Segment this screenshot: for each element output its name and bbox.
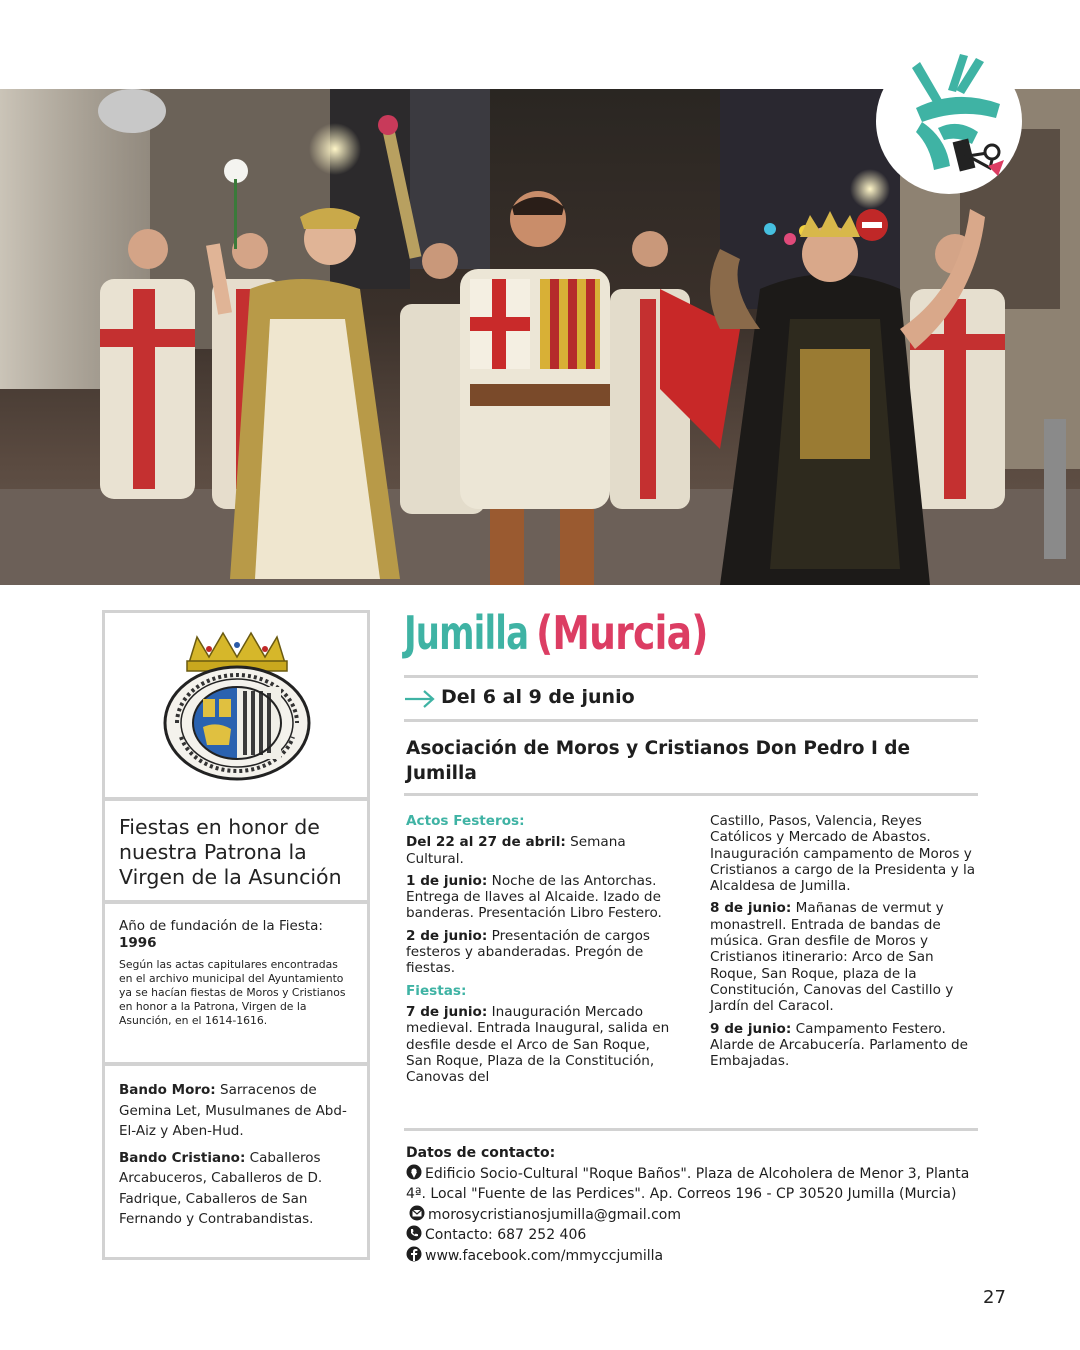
contact-address-line (406, 1164, 980, 1226)
act-text: Semana Cultural. (406, 834, 626, 867)
contact-heading: Datos de contacto: (406, 1145, 556, 1161)
bando-cristiano-label: Bando Cristiano: (119, 1149, 246, 1166)
bando-moro-text: Sarracenos de Gemina Let, Musulmanes de Abd-El-Aiz y Aben-Hud. (119, 1082, 347, 1139)
acts-column-2 (710, 813, 980, 1075)
bando-cristiano-text: Caballeros Arcabuceros, Caballeros de D. Fadrique, Caballeros de San Fernando y Contrabandistas. (119, 1149, 323, 1227)
festival-dates: Del 6 al 9 de junio (441, 686, 635, 708)
divider (404, 675, 978, 678)
bandos-box (102, 1063, 370, 1260)
fiesta-date: 9 de junio: (710, 1020, 792, 1037)
region-name: (Murcia) (536, 606, 708, 660)
bando-cristiano (119, 1148, 353, 1230)
phone-icon (406, 1225, 422, 1241)
fiestas-heading: Fiestas: (406, 982, 467, 999)
act-date: Del 22 al 27 de abril: (406, 834, 566, 851)
contact-email[interactable]: morosycristianosjumilla@gmail.com (428, 1206, 682, 1223)
founding-note: Según las actas capitulares encontradas en el archivo municipal del Ayuntamiento ya se hacían fiestas de Moros y Cristianos en honor a la Patrona, Virgen de la Asunción, en el 1614-1616. (119, 958, 346, 1027)
fiesta-date: 8 de junio: (710, 900, 792, 917)
founding-line (119, 918, 353, 952)
fiesta-item (406, 1004, 678, 1085)
city-name: Jumilla (404, 606, 529, 660)
bando-moro-label: Bando Moro: (119, 1082, 216, 1098)
act-text: Noche de las Antorchas. Entrega de llaves al Alcaide. Izado de banderas. Presentación Libro Festero. (406, 872, 662, 922)
page-number: 27 (983, 1287, 1006, 1308)
divider (404, 1128, 978, 1131)
association-name: Asociación de Moros y Cristianos Don Pedro I de Jumilla (406, 738, 911, 784)
arrow-right-icon (404, 690, 436, 708)
founding-label: Año de fundación de la Fiesta: (119, 918, 323, 934)
contact-phone-line (406, 1225, 980, 1246)
act-item (406, 834, 678, 867)
contact-address: Edificio Socio-Cultural "Roque Baños". Plaza de Alcoholera de Menor 3, Planta 4ª. Local "Fuente de las Perdices". Ap. Correos 196 - CP 30520 Jumilla (Murcia) (406, 1165, 970, 1202)
festival-dedication: Fiestas en honor de nuestra Patrona la Virgen de la Asunción (119, 815, 342, 889)
divider (404, 719, 978, 722)
actos-heading: Actos Festeros: (406, 813, 525, 829)
association-crest-icon (157, 627, 317, 787)
fiesta-text: Campamento Festero. Alarde de Arcabucería. Parlamento de Embajadas. (710, 1020, 968, 1070)
act-date: 2 de junio: (406, 927, 488, 944)
act-item (406, 928, 678, 977)
fiesta-item-continued: Castillo, Pasos, Valencia, Reyes Católicos y Mercado de Abastos. Inauguración campamento de Moros y Cristianos a cargo de la Presidenta y la Alcaldesa de Jumilla. (710, 813, 976, 895)
fiesta-date: 7 de junio: (406, 1003, 488, 1020)
left-column (102, 610, 370, 1260)
festival-title-box (102, 798, 370, 903)
fiesta-item (710, 900, 980, 1014)
dancing-figure-logo-icon (876, 48, 1022, 194)
bando-moro (119, 1080, 353, 1142)
crest-box (102, 610, 370, 800)
founding-year: 1996 (119, 935, 157, 951)
fiesta-text: Mañanas de vermut y monastrell. Entrada de bandas de música. Gran desfile de Moros y Cristianos itinerario: Arco de San Roque, San Roque, plaza de la Constitución, Canovas del Castillo y Jardín del Caracol. (710, 900, 954, 1015)
contact-facebook-line (406, 1246, 980, 1267)
fiesta-item (710, 1021, 980, 1070)
contact-phone: Contacto: 687 252 406 (425, 1227, 587, 1243)
fiesta-text: Inauguración Mercado medieval. Entrada Inaugural, salida en desfile desde el Arco de San Roque, San Roque, Plaza de la Constitución, Canovas del (406, 1003, 670, 1086)
email-icon (409, 1205, 425, 1221)
location-pin-icon (406, 1164, 422, 1180)
contact-block (406, 1143, 980, 1266)
contact-facebook[interactable]: www.facebook.com/mmyccjumilla (425, 1247, 664, 1264)
acts-column-1 (406, 813, 678, 1091)
facebook-icon (406, 1246, 422, 1262)
act-item (406, 873, 678, 922)
act-text: Presentación de cargos festeros y abanderadas. Pregón de fiestas. (406, 927, 650, 977)
divider (404, 793, 978, 796)
page-title (404, 606, 708, 676)
act-date: 1 de junio: (406, 872, 488, 889)
founding-box (102, 901, 370, 1065)
